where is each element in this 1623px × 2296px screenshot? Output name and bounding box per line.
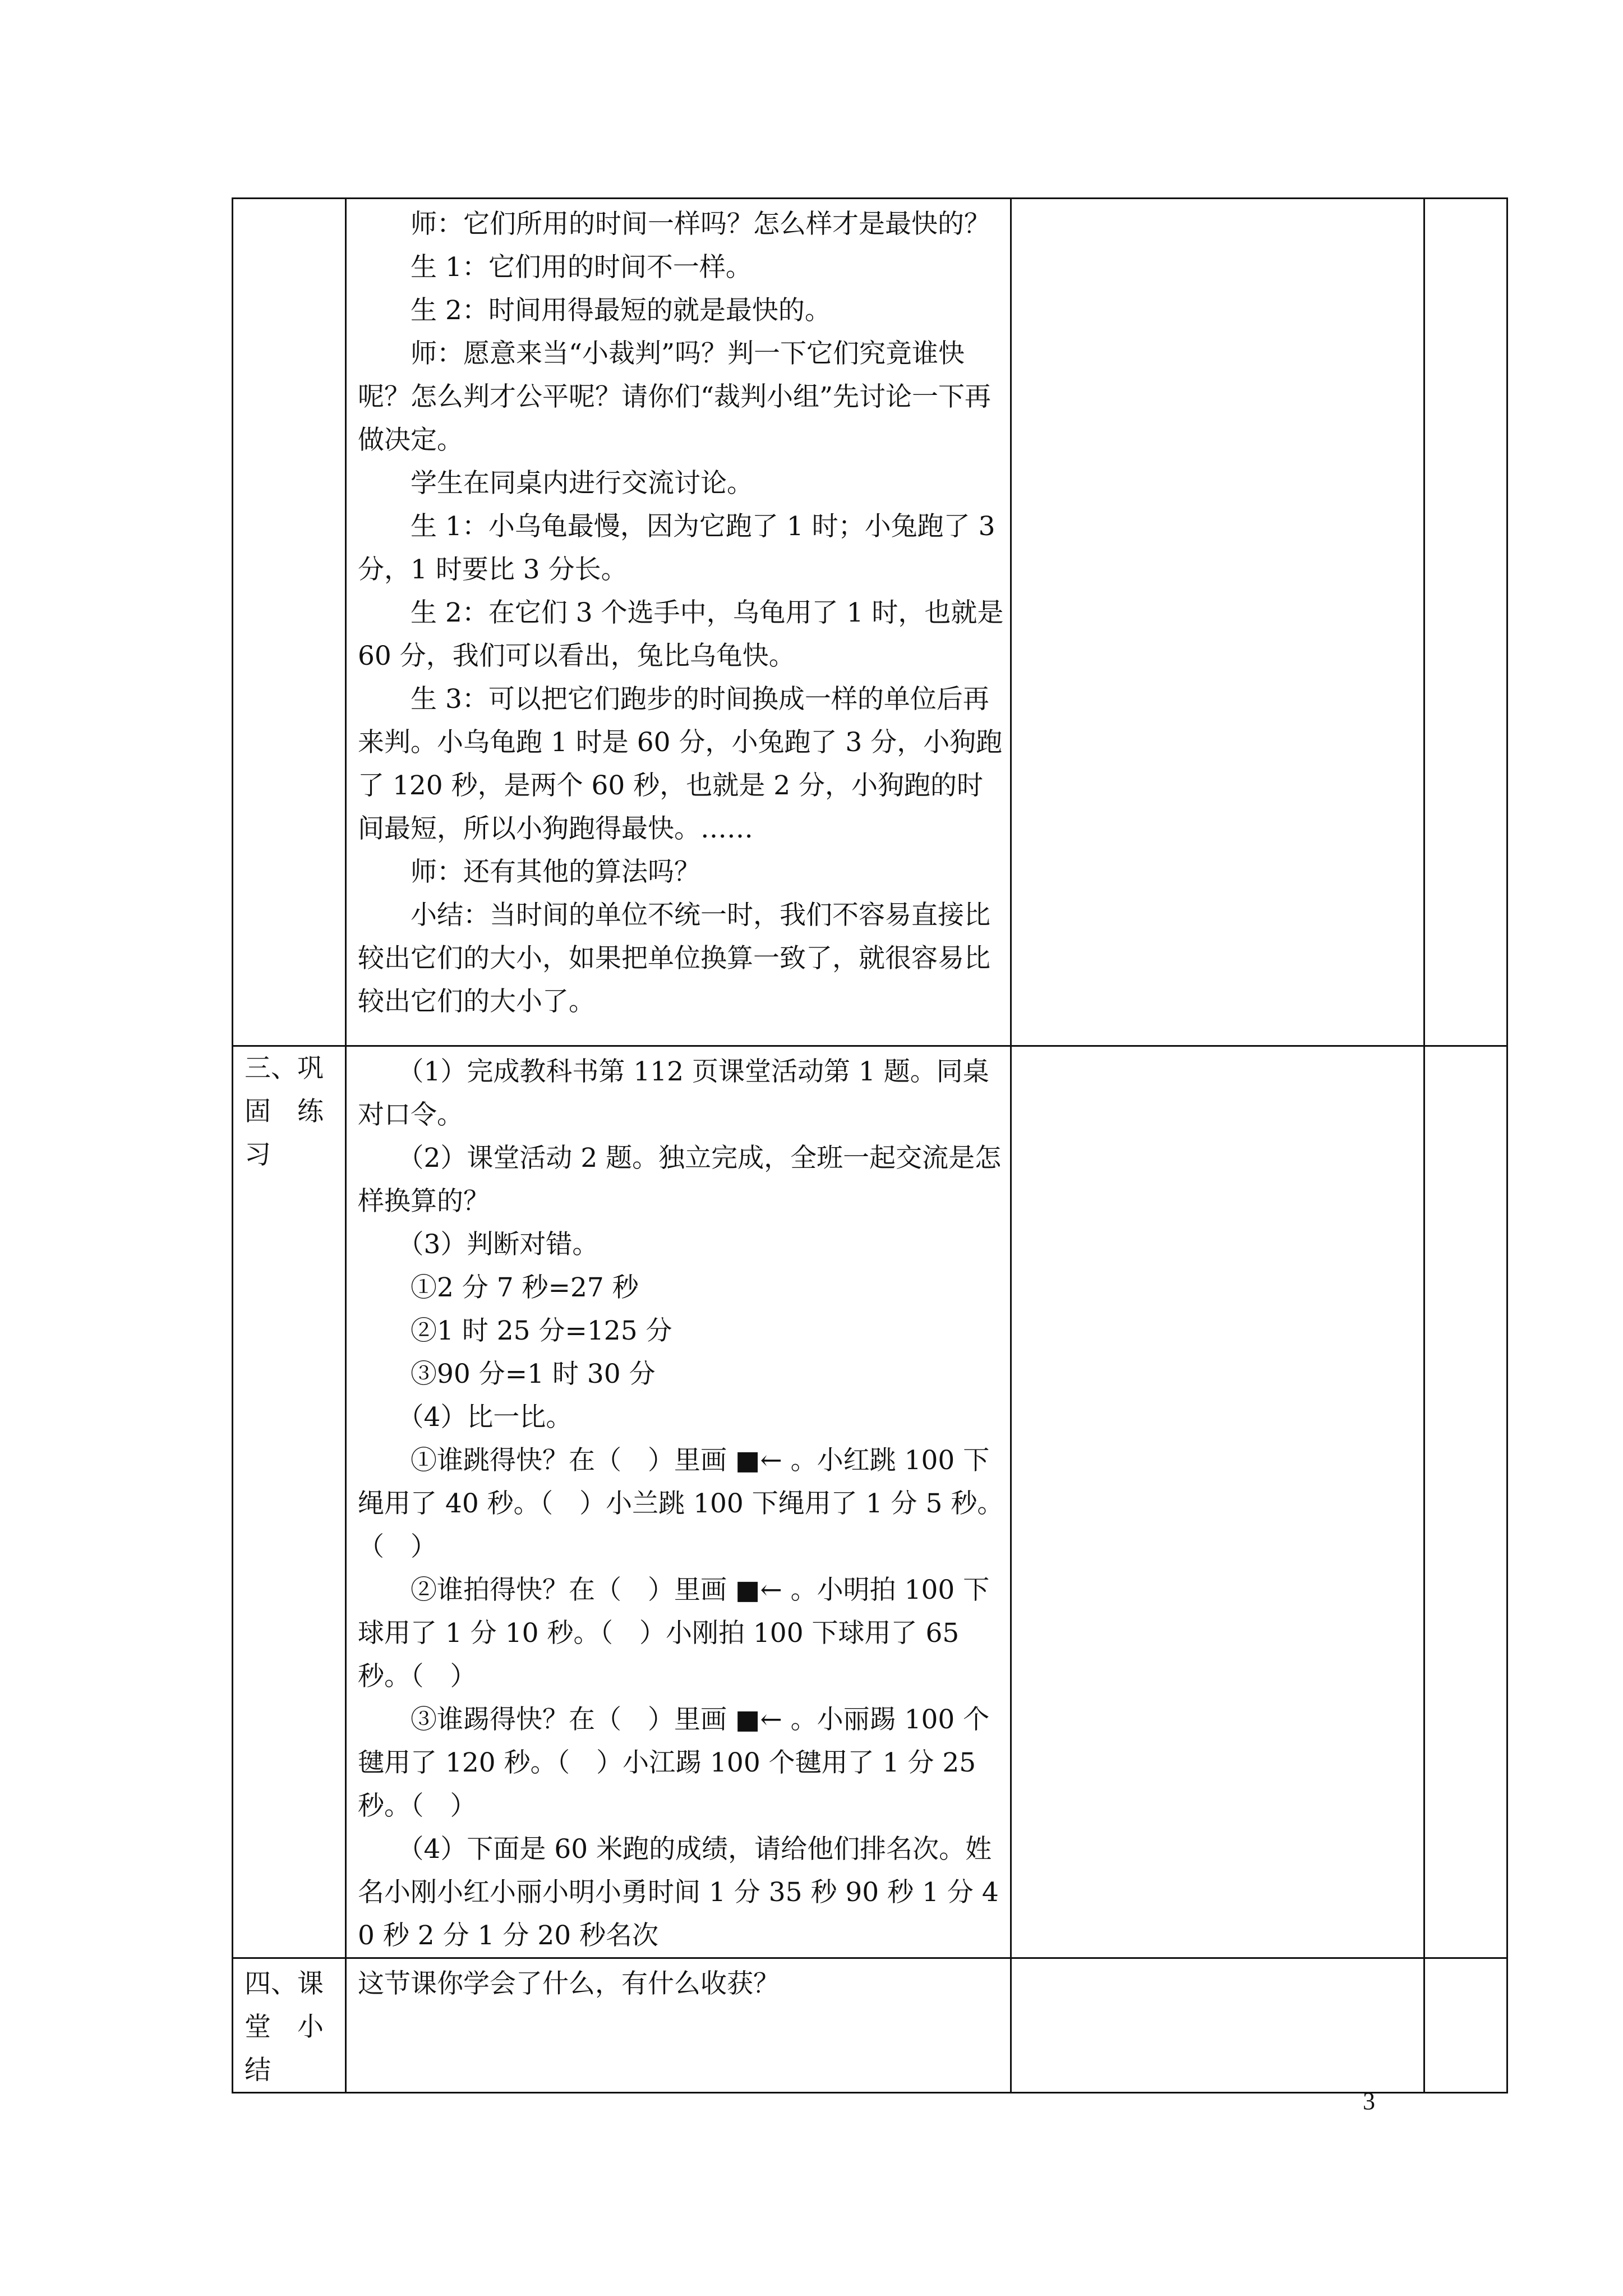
paragraph: 生 2：在它们 3 个选手中，乌龟用了 1 时，也就是 60 分，我们可以看出，兔比乌龟快。 (358, 597, 1012, 671)
section-label-cell (233, 1046, 346, 1958)
paragraph: 生 1：它们用的时间不一样。 (358, 252, 752, 283)
section-label-line: 结 (245, 2055, 271, 2086)
paragraph: 生 1：小乌龟最慢，因为它跑了 1 时；小兔跑了 3 分，1 时要比 3 分长。 (358, 511, 1004, 585)
lesson-plan-table (232, 197, 1508, 2093)
notes-cell (1011, 1958, 1424, 2093)
paragraph: ①2 分 7 秒=27 秒 (358, 1272, 639, 1303)
section-label-line: 固 练 (245, 1096, 324, 1127)
content-cell (346, 1958, 1011, 2093)
content-cell (346, 1046, 1011, 1958)
paragraph: ①谁跳得快？在（ ）里画 ■← 。小红跳 100 下绳用了 40 秒。（ ）小兰跳 100 下绳用了 1 分 5 秒。（ ） (358, 1445, 1004, 1562)
table-row (233, 1958, 1507, 2093)
section-content (347, 199, 1010, 1023)
remarks-cell (1424, 1958, 1507, 2093)
paragraph: ②1 时 25 分=125 分 (358, 1315, 672, 1346)
page-number: 3 (1363, 2087, 1375, 2115)
paragraph: （1）完成教科书第 112 页课堂活动第 1 题。同桌对口令。 (358, 1056, 989, 1130)
table-row (233, 199, 1507, 1046)
content-cell (346, 199, 1011, 1046)
section-label-cell (233, 199, 346, 1046)
paragraph: 小结：当时间的单位不统一时，我们不容易直接比较出它们的大小，如果把单位换算一致了，就很容易比较出它们的大小了。 (358, 900, 990, 1017)
section-label (233, 199, 345, 203)
section-label (233, 1959, 345, 2092)
paragraph: ③谁踢得快？在（ ）里画 ■← 。小丽踢 100 个毽用了 120 秒。（ ）小江踢 100 个毽用了 1 分 25 秒。（ ） (358, 1704, 990, 1821)
section-label (233, 1047, 345, 1176)
paragraph: ③90 分=1 时 30 分 (358, 1359, 656, 1389)
remarks-cell (1424, 1046, 1507, 1958)
paragraph: ②谁拍得快？在（ ）里画 ■← 。小明拍 100 下球用了 1 分 10 秒。（ ）小刚拍 100 下球用了 65 秒。（ ） (358, 1575, 990, 1692)
notes-cell (1011, 1046, 1424, 1958)
section-label-line: 习 (245, 1139, 271, 1170)
section-content (347, 1959, 1010, 2005)
paragraph: 这节课你学会了什么，有什么收获？ (358, 1968, 780, 1999)
paragraph: （3）判断对错。 (358, 1229, 599, 1260)
section-content (347, 1047, 1010, 1957)
paragraph: （2）课堂活动 2 题。独立完成，全班一起交流是怎样换算的？ (358, 1143, 1002, 1217)
paragraph: 师：它们所用的时间一样吗？怎么样才是最快的？ (358, 209, 990, 240)
paragraph: 师：还有其他的算法吗？ (358, 857, 700, 887)
remarks-cell (1424, 199, 1507, 1046)
paragraph: 师：愿意来当“小裁判”吗？判一下它们究竟谁快呢？怎么判才公平呢？请你们“裁判小组”先讨论一下再做决定。 (358, 338, 992, 455)
paragraph: 学生在同桌内进行交流讨论。 (358, 468, 753, 499)
paragraph: （4）比一比。 (358, 1402, 573, 1433)
paragraph: 生 3：可以把它们跑步的时间换成一样的单位后再来判。小乌龟跑 1 时是 60 分，小兔跑了 3 分，小狗跑了 120 秒，是两个 60 秒，也就是 2 分，小狗跑的时间最短，所以小狗跑得最快。…… (358, 684, 1003, 844)
section-label-line: 四、课 (245, 1968, 324, 1999)
section-label-line: 三、巩 (245, 1053, 324, 1084)
table-row (233, 1046, 1507, 1958)
section-label-line: 堂 小 (245, 2012, 324, 2042)
paragraph: 生 2：时间用得最短的就是最快的。 (358, 295, 831, 326)
paragraph: （4）下面是 60 米跑的成绩，请给他们排名次。姓名小刚小红小丽小明小勇时间 1 分 35 秒 90 秒 1 分 40 秒 2 分 1 分 20 秒名次 (358, 1834, 999, 1951)
section-label-cell (233, 1958, 346, 2093)
notes-cell (1011, 199, 1424, 1046)
